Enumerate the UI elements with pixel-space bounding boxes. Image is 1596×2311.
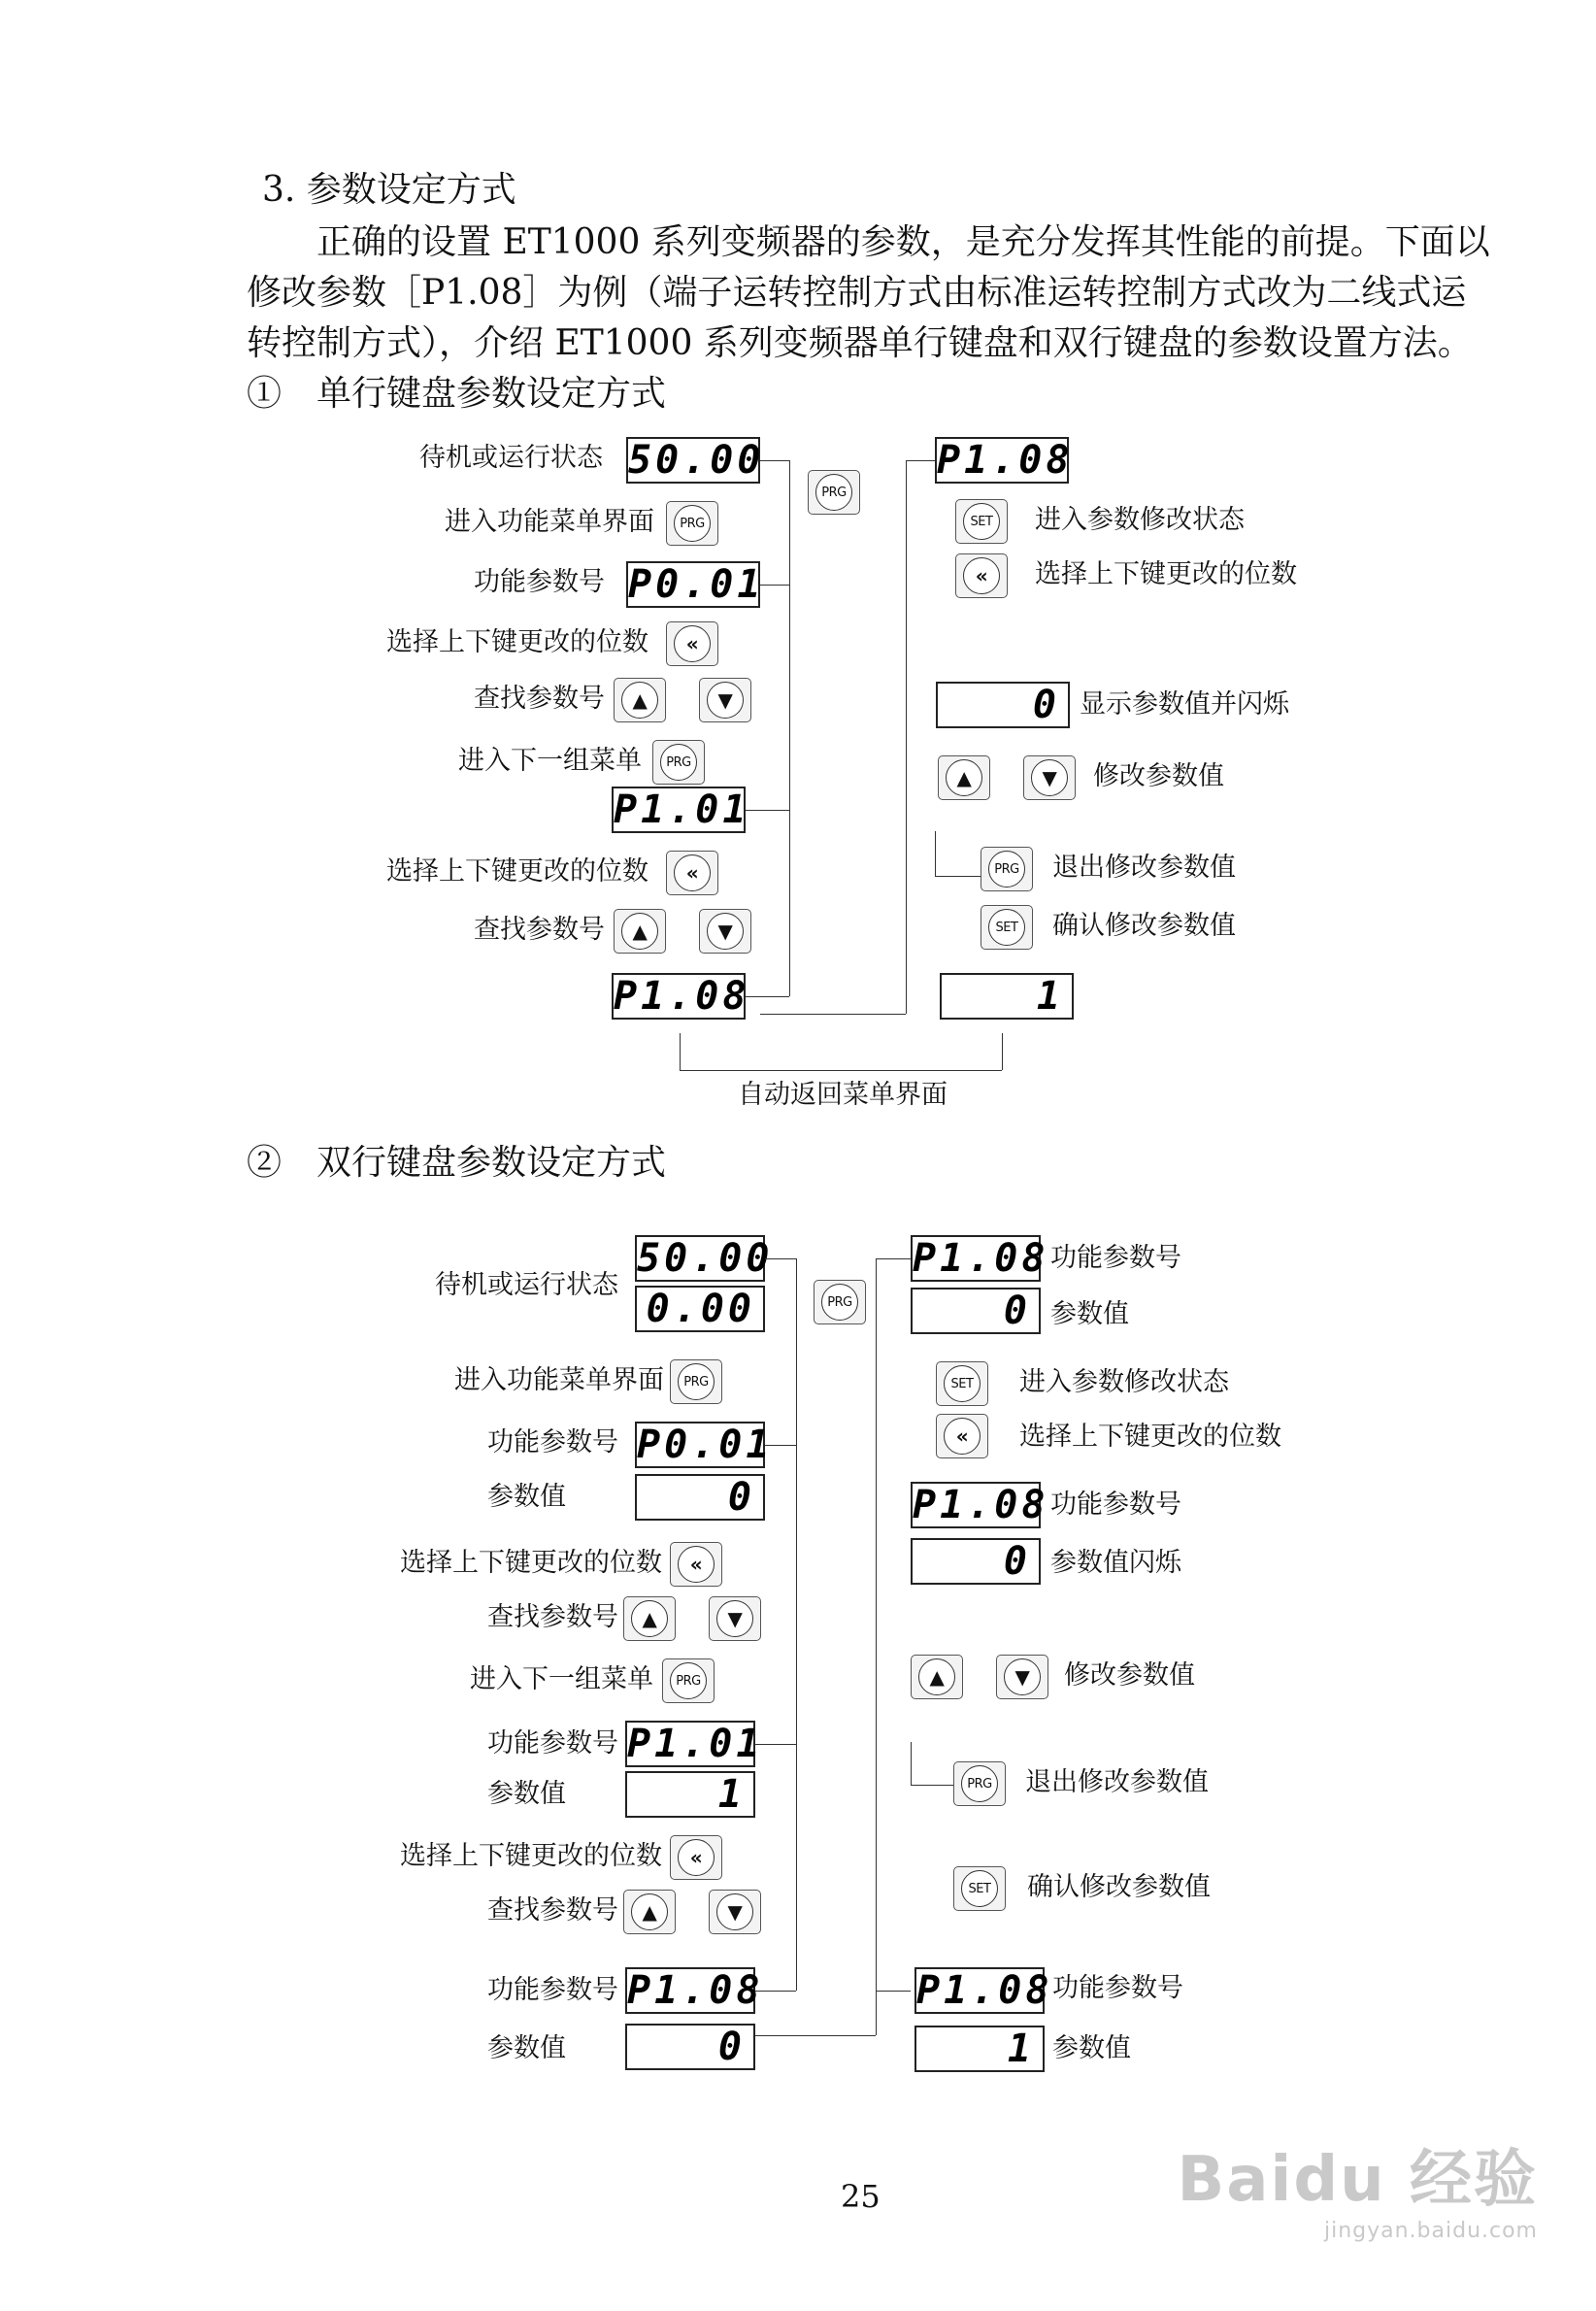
connector	[906, 460, 907, 1014]
label-modify-value: 修改参数值	[1064, 1660, 1195, 1691]
led-p108: P1.08	[614, 974, 750, 1019]
shift-key[interactable]	[670, 1542, 722, 1587]
down-arrow-icon: ▼	[717, 688, 733, 712]
led-standby-2: 0.00	[635, 1286, 765, 1332]
prg-key[interactable]	[652, 740, 705, 785]
down-arrow-icon: ▼	[1014, 1665, 1030, 1689]
connector	[876, 1258, 877, 2035]
section-heading: 3. 参数设定方式	[262, 170, 516, 210]
connector	[765, 1445, 796, 1446]
section-1-title: ① 单行键盘参数设定方式	[247, 374, 667, 414]
prg-key[interactable]	[662, 1658, 715, 1703]
label-next-group: 进入下一组菜单	[470, 1664, 653, 1694]
led-standby-1: 50.00	[637, 1236, 774, 1281]
up-arrow-icon: ▲	[929, 1665, 945, 1689]
label-r-func-no-2: 功能参数号	[1050, 1490, 1181, 1520]
shift-icon: «	[975, 564, 988, 587]
connector	[760, 585, 789, 586]
page-number: 25	[841, 2178, 881, 2215]
shift-key[interactable]	[955, 553, 1008, 598]
label-enter-menu: 进入功能菜单界面	[454, 1365, 664, 1395]
shift-icon: «	[689, 1846, 703, 1869]
connector	[746, 996, 789, 997]
led-r108: P1.08	[937, 438, 1074, 483]
label-select-digit-right: 选择上下键更改的位数	[1019, 1422, 1281, 1452]
led-p001: P0.01	[628, 562, 765, 607]
label-func-no: 功能参数号	[474, 567, 605, 597]
label-exit-modify: 退出修改参数值	[1052, 853, 1236, 883]
led-r0a: 0	[911, 1288, 1041, 1334]
label-param-val-2: 参数值	[487, 1779, 566, 1809]
connector	[935, 876, 983, 877]
prg-key-label: PRG	[821, 1284, 858, 1321]
prg-key[interactable]	[981, 847, 1033, 891]
connector	[911, 1742, 912, 1785]
up-arrow-icon: ▲	[956, 766, 972, 789]
prg-key-label: PRG	[961, 1765, 998, 1802]
shift-key[interactable]	[670, 1835, 722, 1880]
shift-icon: «	[955, 1424, 969, 1448]
led-v0b: 0	[625, 2024, 755, 2070]
label-select-digit: 选择上下键更改的位数	[400, 1548, 662, 1578]
shift-icon: «	[689, 1553, 703, 1576]
connector	[755, 1744, 796, 1745]
label-func-no-3: 功能参数号	[487, 1975, 618, 2005]
label-select-digit-2: 选择上下键更改的位数	[386, 856, 648, 887]
down-key[interactable]	[699, 678, 751, 722]
led-v1: 1	[625, 1771, 755, 1818]
label-find-no-2: 查找参数号	[474, 915, 605, 945]
set-key-label: SET	[944, 1365, 981, 1402]
label-auto-return: 自动返回菜单界面	[738, 1080, 948, 1110]
label-select-digit-right: 选择上下键更改的位数	[1035, 559, 1297, 589]
watermark-logo: Baidu 经验	[1177, 2144, 1538, 2216]
shift-icon: «	[685, 861, 699, 885]
prg-key-label: PRG	[670, 1662, 707, 1699]
intro-line-1: 正确的设置 ET1000 系列变频器的参数，是充分发挥其性能的前提。下面以	[316, 222, 1490, 262]
intro-line-2: 修改参数［P1.08］为例（端子运转控制方式由标准运转控制方式改为二线式运	[247, 273, 1467, 313]
led-p101: P1.01	[614, 787, 750, 832]
prg-key[interactable]	[953, 1761, 1006, 1806]
up-key[interactable]	[623, 1890, 676, 1934]
down-key[interactable]	[699, 909, 751, 954]
connector	[760, 1014, 906, 1015]
section-2-title: ② 双行键盘参数设定方式	[247, 1143, 667, 1183]
shift-key[interactable]	[666, 621, 718, 666]
down-arrow-icon: ▼	[727, 1607, 743, 1630]
set-key-label: SET	[988, 909, 1025, 946]
intro-line-3: 转控制方式），介绍 ET1000 系列变频器单行键盘和双行键盘的参数设置方法。	[247, 323, 1473, 363]
shift-icon: «	[685, 632, 699, 655]
set-key[interactable]	[936, 1361, 988, 1406]
label-func-no-2: 功能参数号	[487, 1728, 618, 1758]
up-key[interactable]	[911, 1655, 963, 1699]
connector	[789, 460, 790, 996]
connector	[911, 1785, 953, 1786]
down-arrow-icon: ▼	[717, 920, 733, 943]
prg-key-label: PRG	[660, 744, 697, 781]
up-key[interactable]	[614, 678, 666, 722]
led-p101: P1.01	[627, 1722, 764, 1766]
label-confirm-modify: 确认修改参数值	[1052, 911, 1236, 941]
label-r-param-val-3: 参数值	[1052, 2033, 1131, 2063]
connector	[746, 810, 789, 811]
up-arrow-icon: ▲	[642, 1607, 657, 1630]
prg-key[interactable]	[670, 1359, 722, 1404]
set-key[interactable]	[981, 905, 1033, 950]
led-p108: P1.08	[627, 1968, 764, 2013]
led-r108c: P1.08	[916, 1968, 1053, 2013]
connector	[680, 1070, 1002, 1071]
label-standby: 待机或运行状态	[435, 1270, 618, 1300]
down-key[interactable]	[996, 1655, 1048, 1699]
watermark-url: jingyan.baidu.com	[1323, 2219, 1538, 2243]
set-key[interactable]	[953, 1866, 1006, 1911]
down-key[interactable]	[709, 1596, 761, 1641]
connector	[755, 1991, 796, 1992]
down-key[interactable]	[709, 1890, 761, 1934]
label-exit-modify: 退出修改参数值	[1025, 1767, 1209, 1797]
label-find-no: 查找参数号	[474, 684, 605, 714]
prg-key-label: PRG	[815, 474, 852, 511]
label-modify-value: 修改参数值	[1093, 761, 1224, 791]
watermark	[1177, 2129, 1538, 2243]
down-key[interactable]	[1023, 755, 1076, 800]
label-confirm-modify: 确认修改参数值	[1027, 1872, 1211, 1902]
led-p001: P0.01	[637, 1423, 774, 1467]
label-enter-modify: 进入参数修改状态	[1019, 1367, 1229, 1397]
led-r108a: P1.08	[913, 1236, 1049, 1281]
connector	[680, 1033, 681, 1070]
label-select-digit-2: 选择上下键更改的位数	[400, 1841, 662, 1871]
prg-key[interactable]	[808, 470, 860, 515]
label-enter-menu: 进入功能菜单界面	[445, 507, 654, 537]
up-arrow-icon: ▲	[632, 688, 648, 712]
down-arrow-icon: ▼	[727, 1900, 743, 1924]
connector	[765, 1258, 796, 1259]
led-r1c: 1	[914, 2026, 1045, 2072]
label-r-func-no: 功能参数号	[1050, 1243, 1181, 1273]
connector	[906, 460, 935, 461]
led-r0b: 0	[911, 1538, 1041, 1585]
prg-key[interactable]	[666, 501, 718, 546]
prg-key[interactable]	[814, 1280, 866, 1324]
label-r-param-val: 参数值	[1050, 1299, 1129, 1329]
prg-key-label: PRG	[674, 505, 711, 542]
led-value-0: 0	[936, 682, 1070, 728]
connector	[876, 1258, 911, 1259]
led-r108b: P1.08	[913, 1483, 1049, 1527]
shift-key[interactable]	[936, 1414, 988, 1458]
label-find-no-2: 查找参数号	[487, 1895, 618, 1926]
up-arrow-icon: ▲	[642, 1900, 657, 1924]
up-arrow-icon: ▲	[632, 920, 648, 943]
led-value-1: 1	[940, 973, 1074, 1020]
up-key[interactable]	[623, 1596, 676, 1641]
up-key[interactable]	[938, 755, 990, 800]
label-func-no: 功能参数号	[487, 1427, 618, 1457]
label-select-digit: 选择上下键更改的位数	[386, 627, 648, 657]
up-key[interactable]	[614, 909, 666, 954]
prg-key-label: PRG	[678, 1363, 715, 1400]
label-find-no: 查找参数号	[487, 1602, 618, 1632]
label-r-func-no-3: 功能参数号	[1052, 1973, 1183, 2003]
label-r-param-flash: 参数值闪烁	[1050, 1548, 1181, 1578]
label-enter-modify: 进入参数修改状态	[1035, 505, 1245, 535]
connector	[796, 1258, 797, 1991]
connector	[935, 831, 936, 876]
led-standby: 50.00	[628, 438, 765, 483]
label-standby: 待机或运行状态	[419, 443, 603, 473]
connector	[1002, 1033, 1003, 1070]
connector	[876, 1991, 911, 1992]
set-key-label: SET	[961, 1870, 998, 1907]
shift-key[interactable]	[666, 851, 718, 895]
connector	[760, 460, 789, 461]
connector	[755, 2035, 876, 2036]
label-next-group: 进入下一组菜单	[458, 746, 642, 776]
prg-key-label: PRG	[988, 851, 1025, 888]
set-key[interactable]	[955, 499, 1008, 544]
down-arrow-icon: ▼	[1042, 766, 1057, 789]
led-v0: 0	[635, 1474, 765, 1521]
label-param-val-3: 参数值	[487, 2033, 566, 2063]
label-param-val: 参数值	[487, 1482, 566, 1512]
set-key-label: SET	[963, 503, 1000, 540]
label-show-value: 显示参数值并闪烁	[1080, 689, 1289, 720]
